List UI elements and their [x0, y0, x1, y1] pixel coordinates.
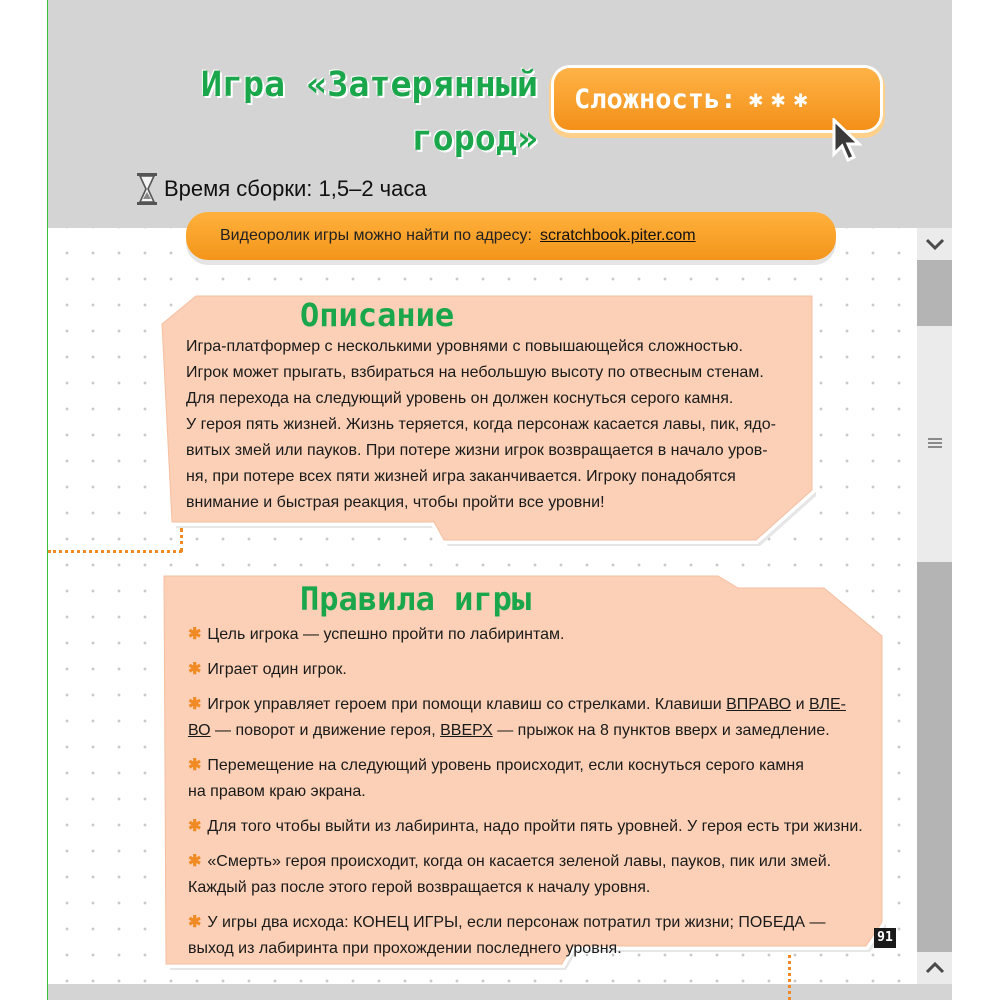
page-title — [138, 58, 538, 166]
chevron-down-icon — [925, 237, 945, 251]
key-right: ВПРАВО — [726, 696, 792, 713]
description-line: Для перехода на следующий уровень он должен коснуться серого камня. — [186, 390, 734, 407]
vertical-scrollbar[interactable] — [917, 228, 952, 984]
video-banner — [186, 212, 836, 260]
bullet-asterisk-icon: ✱ — [188, 626, 202, 643]
rule-item: ✱ У игры два исхода: КОНЕЦ ИГРЫ, если персонаж потратил три жизни; ПОБЕДА — выход из лабиринта при прохождении последнего уровня. — [188, 914, 826, 957]
description-line: Игра-платформер с несколькими уровнями с повышающейся сложностью. — [186, 338, 743, 355]
rule-item: ✱ Играет один игрок. — [188, 661, 347, 678]
scroll-up-button[interactable] — [917, 228, 952, 260]
title-line-1: Игра «Затерянный — [200, 65, 538, 105]
bullet-asterisk-icon: ✱ — [188, 914, 202, 931]
rule-item: ✱ Игрок управляет героем при помощи клавиш со стрелками. Клавиши ВПРАВО и ВЛЕ- ВО — поворот и движение героя, ВВЕРХ — прыжок на 8 пунктов вверх и замедление. — [188, 696, 846, 739]
rules-list — [188, 622, 868, 971]
description-text — [186, 334, 806, 516]
video-link[interactable]: scratchbook.piter.com — [540, 227, 696, 244]
description-line: У героя пять жизней. Жизнь теряется, когда персонаж касается лавы, пик, ядо- — [186, 416, 776, 433]
page-number: 91 — [874, 928, 896, 948]
description-line: Игрок может прыгать, взбираться на небольшую высоту по отвесным стенам. — [186, 364, 764, 381]
key-left: ВЛЕ- — [808, 696, 846, 713]
difficulty-stars: ✱✱✱ — [748, 85, 816, 113]
rules-title: Правила игры — [300, 580, 532, 618]
build-time — [136, 172, 427, 206]
bullet-asterisk-icon: ✱ — [188, 853, 202, 870]
bullet-asterisk-icon: ✱ — [188, 757, 202, 774]
bullet-asterisk-icon: ✱ — [188, 696, 202, 713]
video-text: Видеоролик игры можно найти по адресу: — [220, 227, 532, 244]
scroll-track-lower[interactable] — [917, 562, 952, 952]
rule-item: ✱ Перемещение на следующий уровень происходит, если коснуться серого камня на правом краю экрана. — [188, 757, 804, 800]
chevron-up-icon — [925, 961, 945, 975]
description-line: ня, при потере всех пяти жизней игра заканчивается. Игроку понадобятся — [186, 468, 736, 485]
bullet-asterisk-icon: ✱ — [188, 818, 202, 835]
scroll-thumb[interactable] — [917, 260, 952, 326]
description-line: витых змей или пауков. При потере жизни игрок возвращается в начало уров- — [186, 442, 768, 459]
key-up: ВВЕРХ — [440, 722, 493, 739]
title-line-2: город» — [411, 119, 538, 159]
book-page — [48, 0, 952, 1000]
key-left: ВО — [188, 722, 211, 739]
footer-band — [48, 984, 952, 1000]
rule-item: ✱ Для того чтобы выйти из лабиринта, надо пройти пять уровней. У героя есть три жизни. — [188, 818, 863, 835]
rule-item: ✱ Цель игрока — успешно пройти по лабиринтам. — [188, 626, 565, 643]
description-title: Описание — [300, 296, 455, 334]
scroll-down-button[interactable] — [917, 952, 952, 984]
bullet-asterisk-icon: ✱ — [188, 661, 202, 678]
description-line: внимание и быстрая реакция, чтобы пройти все уровни! — [186, 494, 605, 511]
rule-item: ✱ «Смерть» героя происходит, когда он касается зеленой лавы, пауков, пик или змей. Каждый раз после этого герой возвращается к началу уровня. — [188, 853, 832, 896]
build-time-label: Время сборки: 1,5–2 часа — [164, 176, 427, 201]
cursor-icon — [832, 118, 862, 164]
difficulty-label: Сложность: — [574, 83, 737, 115]
hourglass-icon — [136, 172, 158, 206]
scroll-grip-icon[interactable] — [928, 438, 942, 450]
